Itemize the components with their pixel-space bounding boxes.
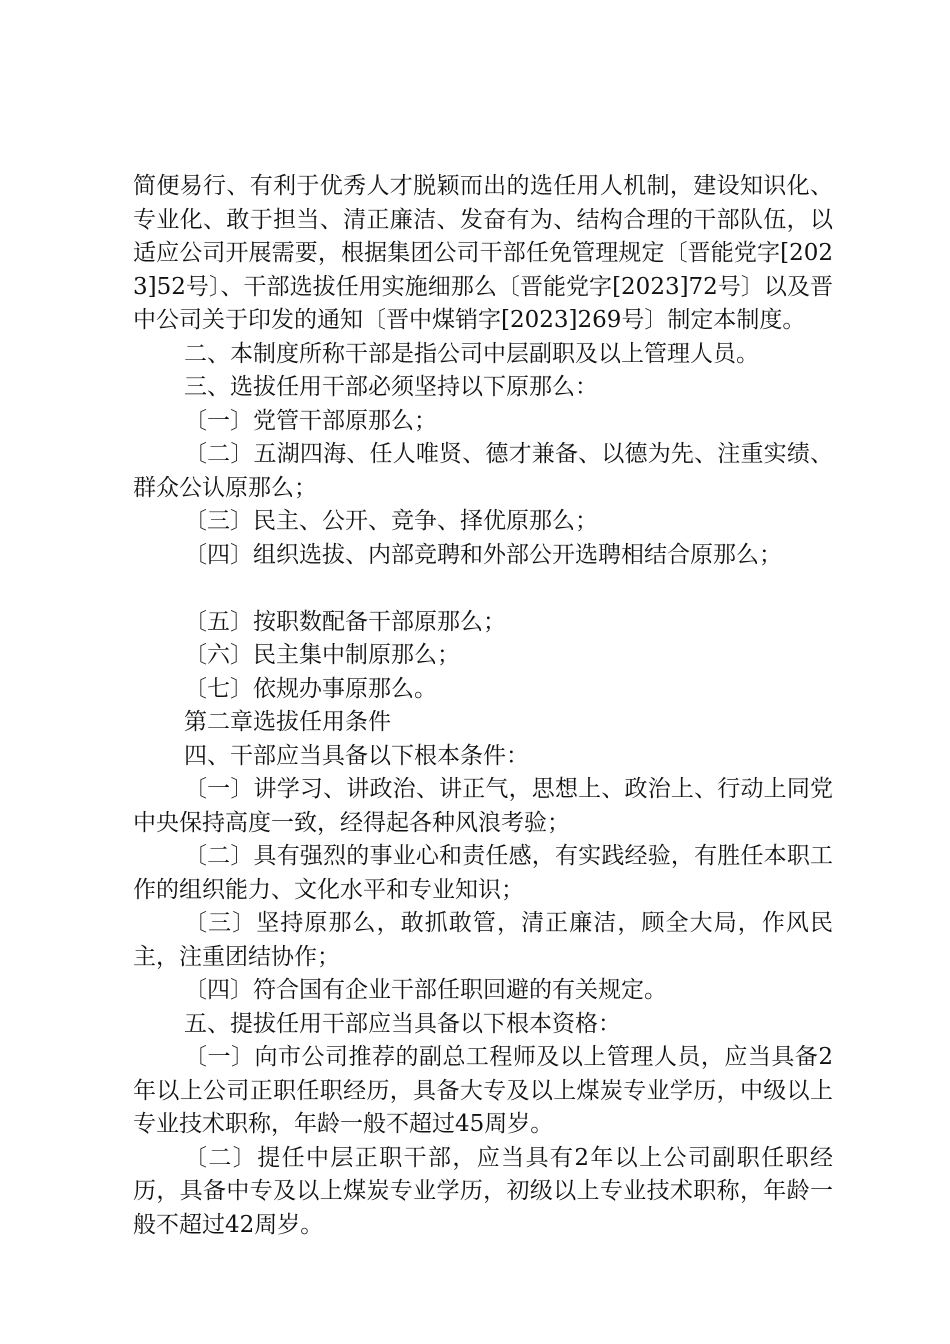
paragraph-article-5: 五、提拔任用干部应当具备以下根本资格： — [184, 1010, 621, 1037]
paragraph-condition-1: 〔一〕讲学习、讲政治、讲正气，思想上、政治上、行动上同党中央保持高度一致，经得起各种风浪考验； — [133, 776, 833, 836]
document-page — [133, 170, 833, 1242]
paragraph-principle-5: 〔五〕按职数配备干部原那么； — [184, 608, 506, 635]
paragraph-article-2: 二、本制度所称干部是指公司中层副职及以上管理人员。 — [184, 340, 759, 367]
paragraph-article-3: 三、选拔任用干部必须坚持以下原那么： — [184, 374, 598, 400]
paragraph-qualification-2: 〔二〕提任中层正职干部，应当具有2年以上公司副职任职经历，具备中专及以上煤炭专业学历，初级以上专业技术职称，年龄一般不超过42周岁。 — [133, 1144, 833, 1238]
chapter-heading: 第二章选拔任用条件 — [184, 709, 391, 735]
paragraph-spacer — [133, 572, 833, 606]
paragraph-qualification-1: 〔一〕向市公司推荐的副总工程师及以上管理人员，应当具备2年以上公司正职任职经历，具备大专及以上煤炭专业学历，中级以上专业技术职称，年龄一般不超过45周岁。 — [133, 1044, 833, 1137]
paragraph-principle-1: 〔一〕党管干部原那么； — [184, 407, 437, 434]
paragraph-intro: 简便易行、有利于优秀人才脱颖而出的选任用人机制，建设知识化、专业化、敢于担当、清正廉洁、发奋有为、结构合理的干部队伍，以适应公司开展需要，根据集团公司干部任免管理规定〔晋能党字[2023]52号〕、干部选拔任用实施细那么〔晋能党字[2023]72号〕以及晋中公司关于印发的通知〔晋中煤销字[2023]269号〕制定本制度。 — [133, 173, 833, 333]
paragraph-principle-3: 〔三〕民主、公开、竞争、择优原那么； — [184, 508, 598, 534]
paragraph-principle-7: 〔七〕依规办事原那么。 — [184, 675, 437, 702]
paragraph-principle-4: 〔四〕组织选拔、内部竞聘和外部公开选聘相结合原那么； — [184, 541, 782, 568]
paragraph-article-4: 四、干部应当具备以下根本条件： — [184, 742, 529, 769]
paragraph-condition-2: 〔二〕具有强烈的事业心和责任感，有实践经验，有胜任本职工作的组织能力、文化水平和专业知识； — [133, 843, 833, 903]
paragraph-principle-2: 〔二〕五湖四海、任人唯贤、德才兼备、以德为先、注重实绩、群众公认原那么； — [133, 441, 833, 501]
paragraph-principle-6: 〔六〕民主集中制原那么； — [184, 642, 460, 668]
paragraph-condition-4: 〔四〕符合国有企业干部任职回避的有关规定。 — [184, 977, 667, 1003]
paragraph-condition-3: 〔三〕坚持原那么，敢抓敢管，清正廉洁，顾全大局，作风民主，注重团结协作； — [133, 910, 833, 970]
